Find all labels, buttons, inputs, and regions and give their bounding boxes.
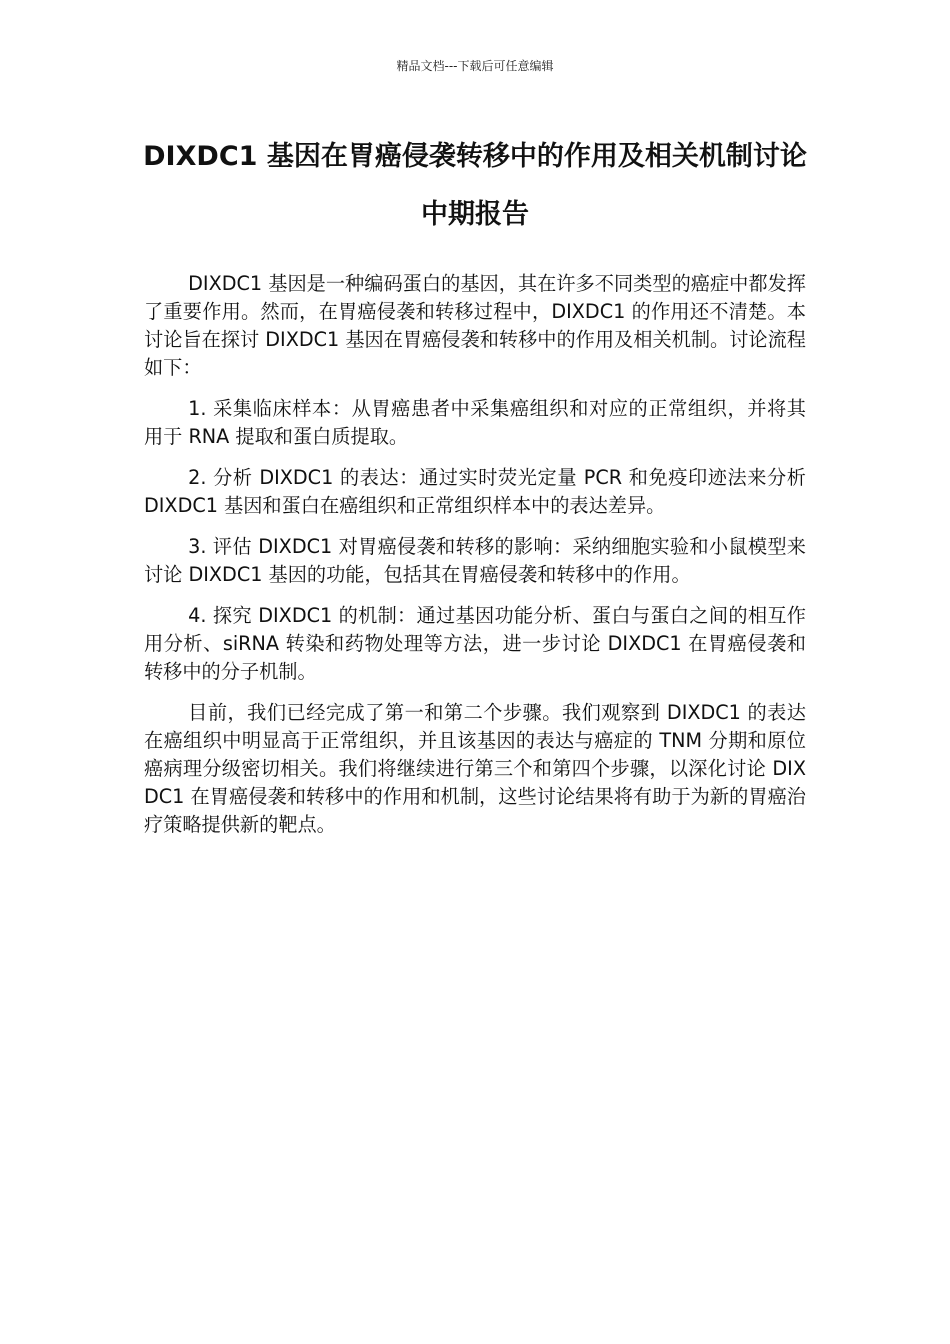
step-1-paragraph: 1. 采集临床样本：从胃癌患者中采集癌组织和对应的正常组织，并将其用于 RNA 提取和蛋白质提取。: [144, 397, 806, 448]
header-note: 精品文档---下载后可任意编辑: [396, 59, 554, 73]
progress-paragraph: 目前，我们已经完成了第一和第二个步骤。我们观察到 DIXDC1 的表达在癌组织中明显高于正常组织，并且该基因的表达与癌症的 TNM 分期和原位癌病理分级密切相关。我们将继续进行第三个和第四个步骤，以深化讨论 DIXDC1 在胃癌侵袭和转移中的作用和机制，这些讨论结果将有助于为新的胃癌治疗策略提供新的靶点。: [144, 701, 806, 836]
document-title: DIXDC1 基因在胃癌侵袭转移中的作用及相关机制讨论中期报告: [143, 141, 807, 230]
step-3-paragraph: 3. 评估 DIXDC1 对胃癌侵袭和转移的影响：采纳细胞实验和小鼠模型来讨论 DIXDC1 基因的功能，包括其在胃癌侵袭和转移中的作用。: [144, 535, 806, 586]
document-body: [144, 270, 806, 852]
intro-paragraph: DIXDC1 基因是一种编码蛋白的基因，其在许多不同类型的癌症中都发挥了重要作用。然而，在胃癌侵袭和转移过程中，DIXDC1 的作用还不清楚。本讨论旨在探讨 DIXDC1 基因在胃癌侵袭和转移中的作用及相关机制。讨论流程如下：: [144, 272, 806, 379]
step-2-paragraph: 2. 分析 DIXDC1 的表达：通过实时荧光定量 PCR 和免疫印迹法来分析 DIXDC1 基因和蛋白在癌组织和正常组织样本中的表达差异。: [144, 466, 806, 517]
step-4-paragraph: 4. 探究 DIXDC1 的机制：通过基因功能分析、蛋白与蛋白之间的相互作用分析、siRNA 转染和药物处理等方法，进一步讨论 DIXDC1 在胃癌侵袭和转移中的分子机制。: [144, 604, 806, 683]
